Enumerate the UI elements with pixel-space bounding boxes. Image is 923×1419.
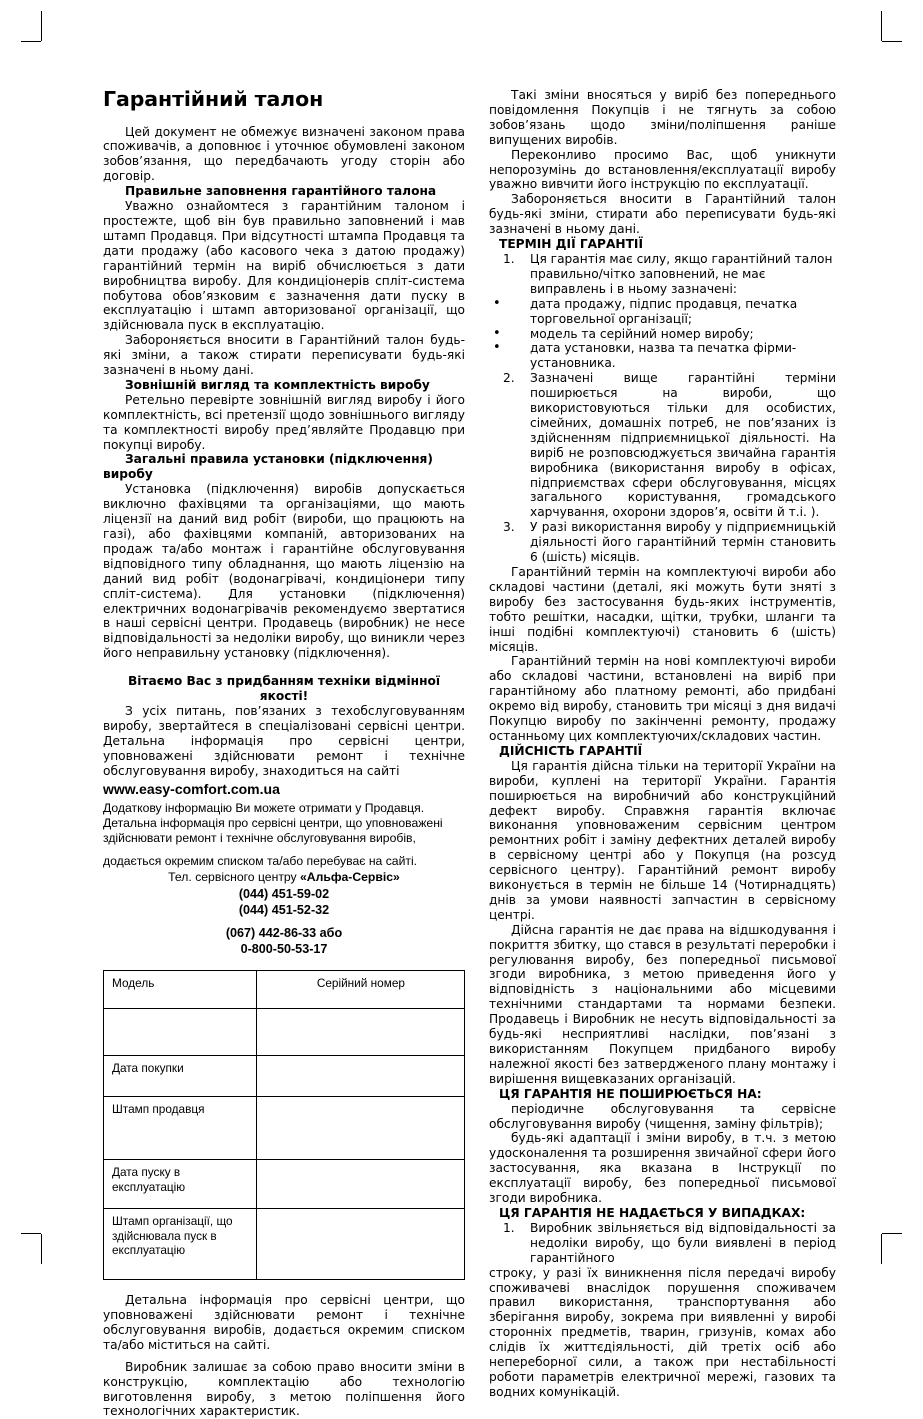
new-components-warranty-body: Гарантійний термін на нові комплектуючі вироби або складові частини, встановлені на виріб при гарантійному або платному ремонті, або придбані окремо від виробу, становить три місяці з дня видачі Покупцю виробу по закінченні ремонту, продажу останньому цих комплектуючих/складових частин. [489, 654, 836, 743]
after-table-paragraph-1: Детальна інформація про сервісні центри, що уповноважені здійснювати ремонт і технічне обслуговування виробів, додається окремим списком та/або міститься на сайті. [103, 1293, 465, 1352]
not-covered-item-2: будь-які адаптації і зміни виробу, в т.ч. з метою удосконалення та розширення звичайної сфери його застосування, яка вказана в Інструкції по експлуатації виробу, без попередньої письмової згоди виробника. [489, 1131, 836, 1206]
components-warranty-body: Гарантійний термін на комплектуючі вироби або складові частини (деталі, які можуть бути зняті з виробу без застосування будь-яких інструментів, тобто решітки, насадки, щітки, трубки, шланги та інші подібні комплектуючі) становить 6 (шість) місяців. [489, 565, 836, 654]
list-item [489, 520, 836, 565]
after-table-paragraph-2: Виробник залишає за собою право вносити зміни в конструкцію, комплектацію або технологію виготовлення виробу, з метою поліпшення його технологічних характеристик. [103, 1359, 465, 1419]
congratulations-body: З усіх питань, пов’язаних з техобслуговуванням виробу, звертайтеся в спеціалізовані сервісні центри. Детальна інформація про сервісні центри, уповноважені здійснювати ремонт і технічне обслуговування виробу, знаходиться на сайті [103, 703, 465, 778]
forbid-changes-body-right: Забороняється вносити в Гарантійний талон будь-які зміни, стирати або переписувати будь-які зазначені в ньому дані. [489, 192, 836, 237]
extra-info-line-3: додається окремим списком та/або перебуває на сайті. [103, 853, 418, 868]
extra-service-info [103, 801, 465, 847]
service-center-phone-heading [103, 869, 465, 886]
list-marker: 1. [503, 1220, 515, 1235]
study-manual-body: Переконливо просимо Вас, щоб уникнути непорозумінь до встановлення/експлуатації виробу уважно вивчити його інструкцію по експлуатації. [489, 147, 836, 192]
list-item [489, 341, 836, 371]
table-row [104, 971, 465, 1009]
list-item-text: дата установки, назва та печатка фірми-установника. [530, 341, 797, 371]
left-column [103, 88, 465, 1419]
list-item-text: Ця гарантія має силу, якщо гарантійний талон правильно/чітко заповнений, не має виправлень і в ньому зазначені: [530, 251, 833, 296]
table-cell-label-model: Модель [104, 971, 257, 1009]
heading-warranty-validity: ДІЙСНІСТЬ ГАРАНТІЇ [499, 743, 643, 758]
extra-service-info-cont [103, 854, 465, 869]
spacer [103, 1280, 465, 1293]
service-phone-1[interactable]: (044) 451-59-02 [238, 887, 330, 902]
page-title: Гарантійний талон [103, 87, 324, 111]
table-cell-label-purchase-date: Дата покупки [104, 1056, 257, 1097]
heading-installation-rules: Загальні правила установки (підключення) виробу [103, 452, 433, 482]
website-url[interactable]: www.easy-comfort.com.ua [103, 780, 280, 797]
table-cell-commissioning-org-stamp-value[interactable] [256, 1209, 464, 1280]
heading-appearance: Зовнішній вигляд та комплектність виробу [125, 377, 430, 392]
heading-warranty-term: ТЕРМІН ДІЇ ГАРАНТІЇ [499, 237, 643, 252]
list-marker: 2. [503, 371, 515, 386]
not-provided-body-continued: строку, у разі їх виникнення після передачі виробу споживачеві внаслідок порушення споживачем правил використання, транспортування або зберігання виробу, зокрема при виявленні у виробі сторонніх предметів, тварин, гризунів, комах або слідів їх життєдіяльності, дій третіх осіб або непереборної сили, а також при нестабільності роботи параметрів електричної мережі, газових та водних комунікацій. [489, 1265, 836, 1399]
list-item [489, 297, 836, 327]
extra-info-line-1: Додаткову інформацію Ви можете отримати у Продавця. [103, 800, 425, 815]
table-row [104, 1209, 465, 1280]
table-cell-commissioning-date-value[interactable] [256, 1160, 464, 1209]
table-cell-model-value[interactable] [104, 1009, 257, 1056]
table-cell-label-serial: Серійний номер [256, 971, 464, 1009]
not-covered-item-1: періодичне обслуговування та сервісне обслуговування виробу (чищення, заміну фільтрів); [489, 1101, 836, 1131]
list-item-text: модель та серійний номер виробу; [530, 326, 754, 341]
spacer [103, 661, 465, 674]
table-cell-serial-value[interactable] [256, 1009, 464, 1056]
service-phone-4[interactable]: 0-800-50-53-17 [240, 942, 328, 957]
installation-rules-body: Установка (підключення) виробів допускається виключно фахівцями та організаціями, що мають ліцензії на даний вид робіт (вироби, що працюють на газі), або фахівцями компаній, авторизованих на продаж та/або монтаж і гарантійне обслуговування відповідного типу обладнання, що мають ліцензію на даний вид робіт (водонагрівачі, кондиціонери типу спліт-система). Для установки (підключення) електричних водонагрівачів рекомендуємо звертатися в наші сервісні центри. Продавець (виробник) не несе відповідальності за недоліки виробу, що виникли через його неправильну установку (підключення). [103, 482, 465, 661]
list-item-text: У разі використання виробу у підприємницькій діяльності його гарантійний термін становить 6 (шість) місяців. [530, 520, 836, 565]
table-cell-label-commissioning-date: Дата пуску в експлуатацію [104, 1160, 257, 1209]
list-marker: 1. [503, 251, 515, 266]
service-center-name: «Альфа-Сервіс» [300, 870, 400, 885]
table-row [104, 1009, 465, 1056]
spacer [103, 1353, 465, 1360]
heading-congratulations: Вітаємо Вас з придбанням техніки відмінної якості! [127, 674, 441, 704]
intro-paragraph: Цей документ не обмежує визначені законом права споживачів, а доповнює і уточнює обумовлені законом зобов’язання, що передбачають угоду сторін або договір. [103, 124, 465, 184]
list-item [489, 371, 836, 520]
spacer [103, 918, 465, 925]
bullet-icon: • [493, 325, 501, 341]
spacer [103, 847, 465, 854]
table-row [104, 1160, 465, 1209]
bullet-icon: • [493, 340, 501, 356]
list-item [489, 327, 836, 342]
service-phone-3[interactable]: (067) 442-86-33 або [225, 926, 343, 941]
list-item [489, 1221, 836, 1266]
no-compensation-body: Дійсна гарантія не дає права на відшкодування і покриття збитку, що стався в результаті переробки і регулювання виробу, без попередньої письмової згоди виробника, з метою приведення його у відповідність з національними або місцевими технічними стандартами та нормами безпеки. Продавець і Виробник не несуть відповідальності за будь-які несприятливі наслідки, пов’язані з використанням Покупцем придбаного виробу належної якості без затвердженого плану монтажу і вирішення вищевказаних організацій. [489, 922, 836, 1086]
forbid-changes-body: Забороняється вносити в Гарантійний талон будь-які зміни, а також стирати переписувати будь-які зазначені в ньому дані. [103, 333, 465, 378]
warranty-validity-body: Ця гарантія дійсна тільки на території України на вироби, куплені на території України. Гарантія поширюється на виробничий або конструкційний дефект виробу. Справжня гарантія включає виконання уповноваженим сервісним центром ремонтних робіт і заміну дефектних деталей виробу в сервісному центрі або у Покупця (на розсуд сервісного центру). Гарантійний ремонт виробу виконується в термін не більше 14 (Чотирнадцять) днів за умови наявності запчастин в сервісному центрі. [489, 758, 836, 922]
table-row [104, 1056, 465, 1097]
list-item-text: Зазначені вище гарантійні терміни поширюється на вироби, що використовуються тільки для особистих, сімейних, домашніх потреб, не пов’язаних із здійсненням підприємницької діяльності. На виріб не розповсюджується звичайна гарантія виробника (використання виробу в офісах, підприємствах сфери обслуговування, місцях загального користування, громадського харчування, охорони здоров’я, освіти й т.і. ). [530, 371, 836, 520]
extra-info-line-2: Детальна інформація про сервісні центри, що уповноважені здійснювати ремонт і технічне обслуговування виробів, [103, 815, 443, 846]
table-cell-purchase-date-value[interactable] [256, 1056, 464, 1097]
bullet-icon: • [493, 295, 501, 311]
table-cell-seller-stamp-value[interactable] [256, 1097, 464, 1160]
service-center-phone-label: Тел. сервісного центру [168, 870, 301, 885]
changes-notice-body: Такі зміни вносяться у виріб без попереднього повідомлення Покупців і не тягнуть за собою зобов’язань щодо зміни/поліпшення раніше випущених виробів. [489, 88, 836, 147]
list-item-text: Виробник звільняється від відповідальності за недоліки виробу, що були виявлені в період гарантійного [530, 1220, 836, 1265]
appearance-body: Ретельно перевірте зовнішній вигляд виробу і його комплектність, всі претензії щодо зовнішнього вигляду та комплектності виробу пред’являйте Продавцю при покупці виробу. [103, 392, 465, 452]
heading-correct-filling: Правильне заповнення гарантійного талона [125, 184, 437, 199]
list-item [489, 252, 836, 297]
table-cell-label-seller-stamp: Штамп продавця [104, 1097, 257, 1160]
service-phone-2[interactable]: (044) 451-52-32 [238, 903, 330, 918]
right-column [489, 88, 836, 1400]
correct-filling-body: Уважно ознайомтеся з гарантійним талоном і простежте, щоб він був правильно заповнений і мав штамп Продавця. При відсутності штампа Продавця та дати продажу (або касового чека з датою продажу) гарантійний термін на виріб обчислюється з дати виробництва виробу. Для кондиціонерів спліт-система побутова обов’язковим є зазначення дати пуску в експлуатацію і штамп авторизованої організації, що здійснювала пуск в експлуатацію. [103, 199, 465, 333]
table-cell-label-commissioning-org-stamp: Штамп організації, що здійснювала пуск в експлуатацію [104, 1209, 257, 1280]
table-row [104, 1097, 465, 1160]
list-item-text: дата продажу, підпис продавця, печатка торговельної організації; [530, 296, 798, 326]
heading-not-covered: ЦЯ ГАРАНТІЯ НЕ ПОШИРЮЄТЬСЯ НА: [499, 1086, 762, 1101]
heading-not-provided: ЦЯ ГАРАНТІЯ НЕ НАДАЄТЬСЯ У ВИПАДКАХ: [499, 1205, 806, 1220]
warranty-form-table [103, 970, 465, 1280]
list-marker: 3. [503, 520, 515, 535]
